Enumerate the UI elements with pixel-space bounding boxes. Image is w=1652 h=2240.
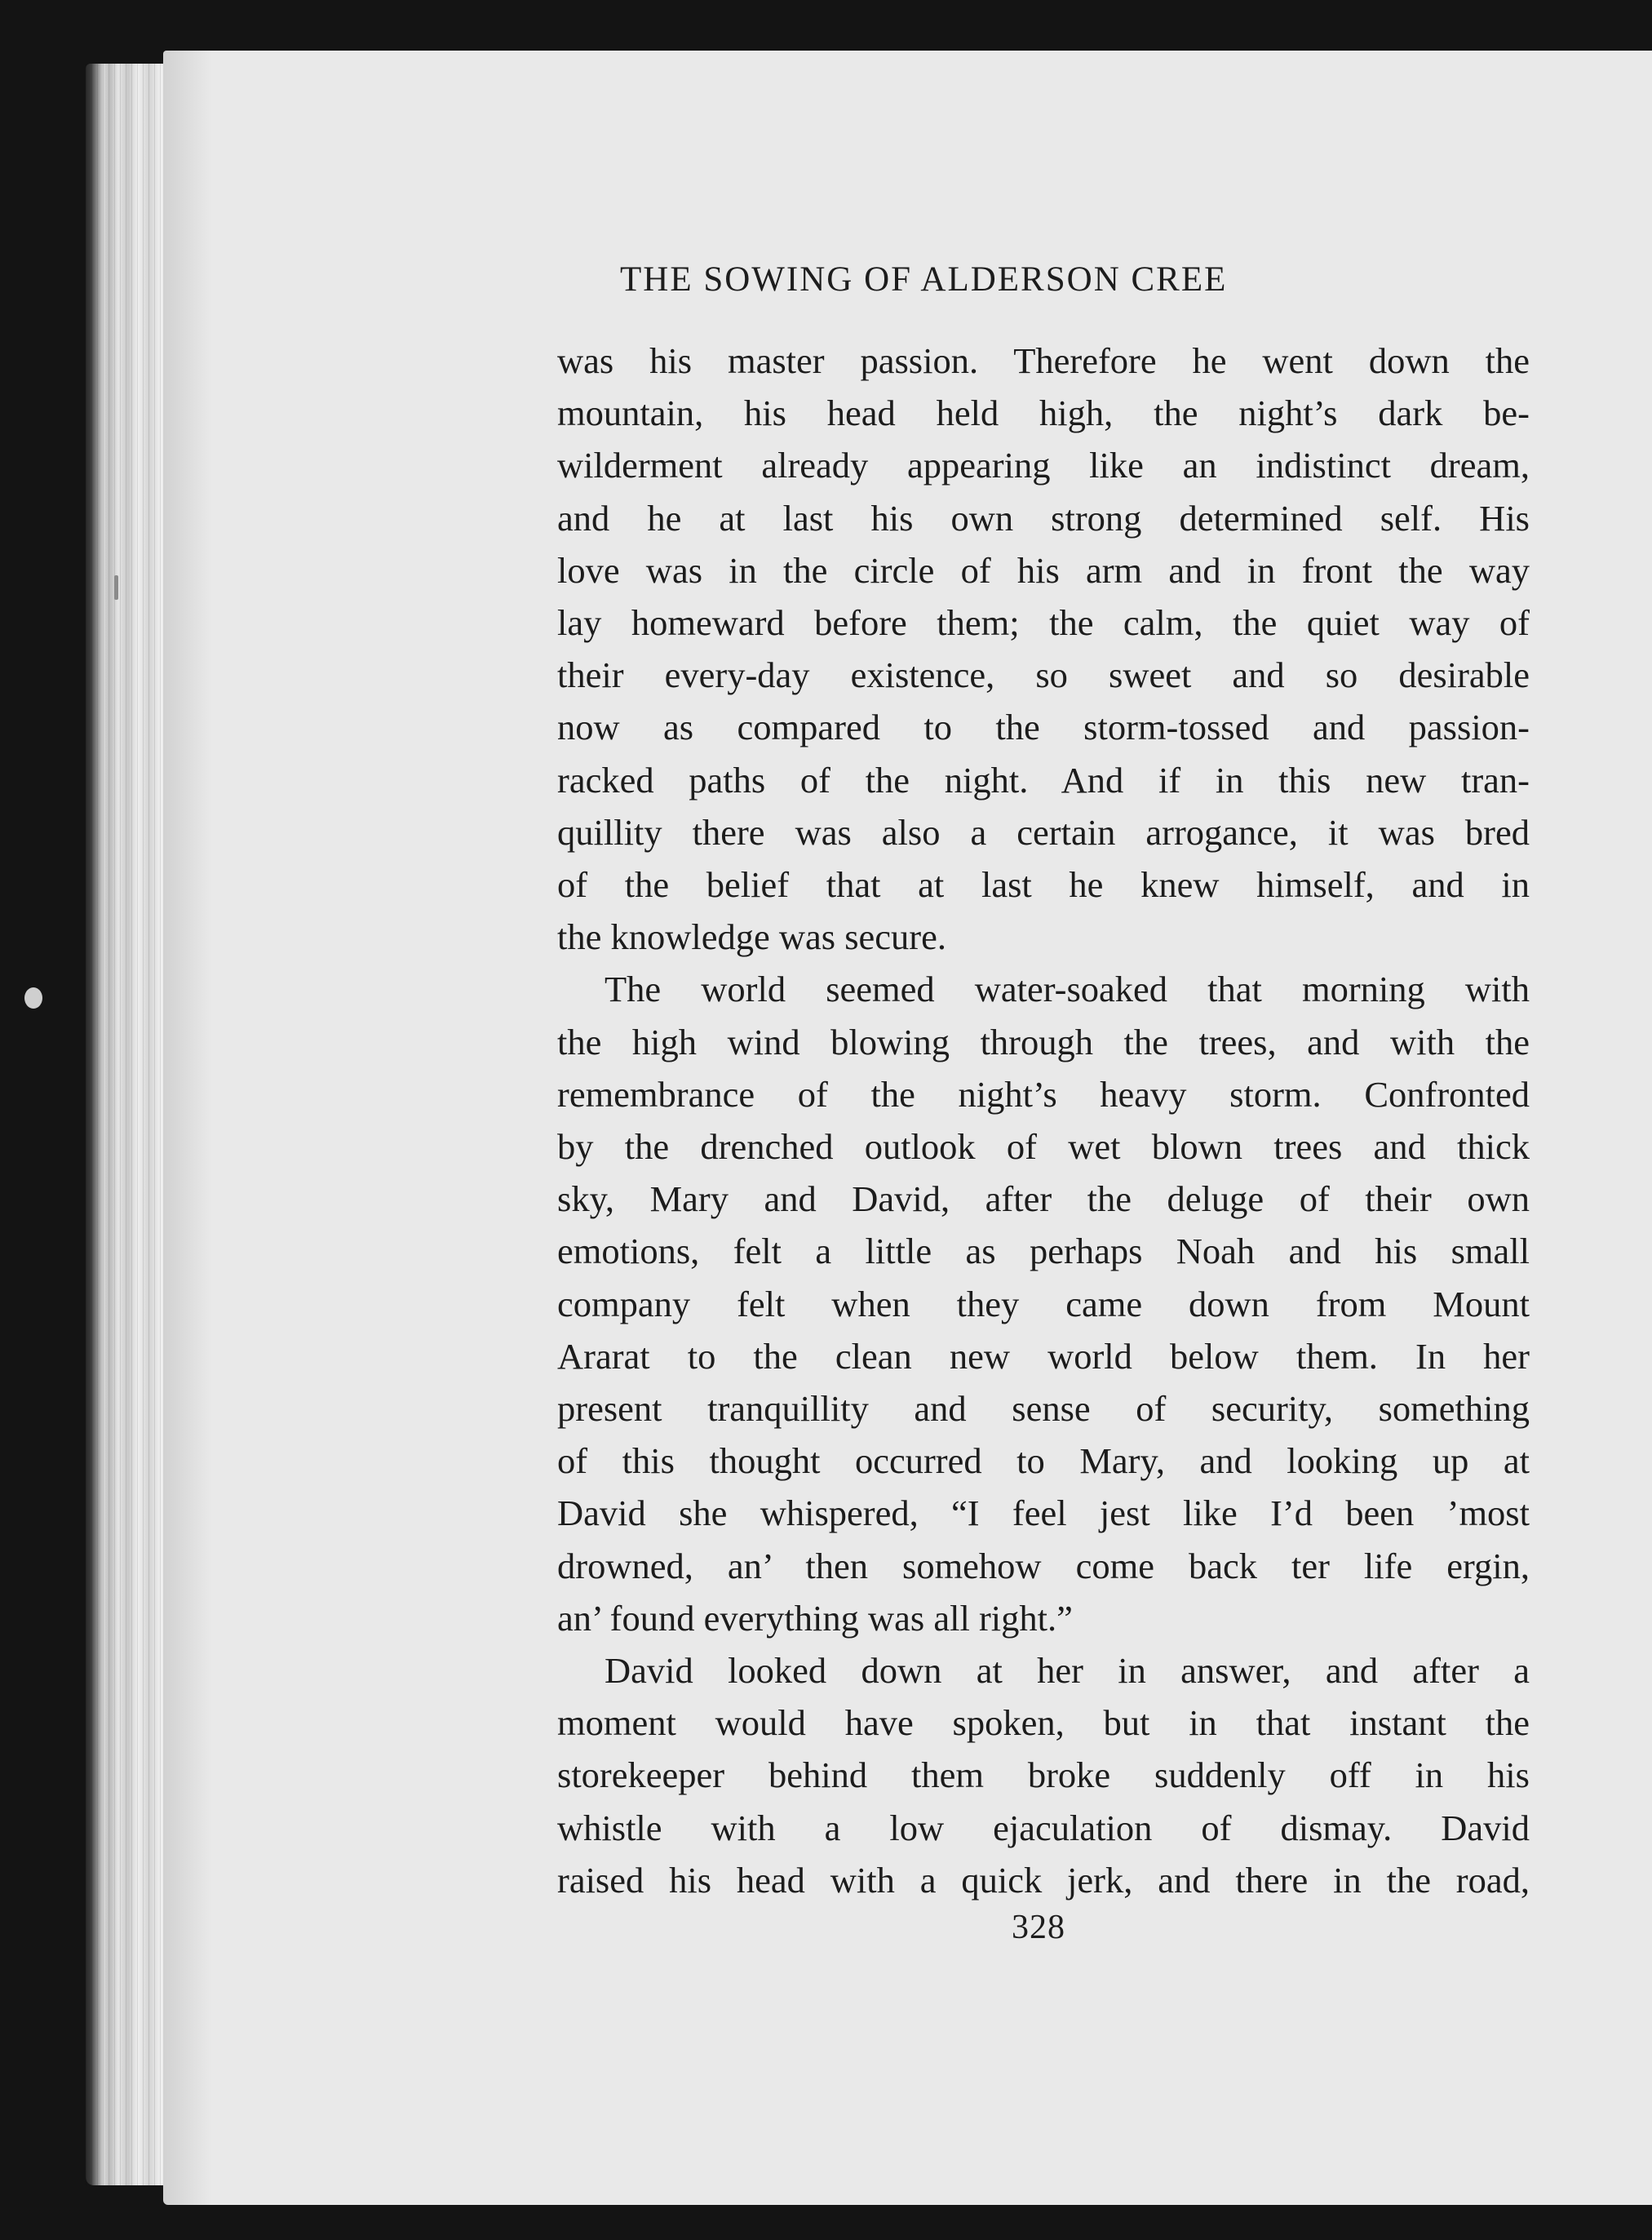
text-line: remembrance of the night’s heavy storm. Confronted bbox=[557, 1073, 1530, 1115]
text-line: of the belief that at last he knew himself, and in bbox=[557, 864, 1530, 906]
page-edges bbox=[86, 64, 175, 2185]
text-line: was his master passion. Therefore he went down the bbox=[557, 340, 1530, 381]
text-line: of this thought occurred to Mary, and looking up at bbox=[557, 1440, 1530, 1482]
text-line: love was in the circle of his arm and in front the way bbox=[557, 549, 1530, 591]
scan-speck bbox=[114, 575, 118, 600]
text-line: wilderment already appearing like an indistinct dream, bbox=[557, 445, 1530, 486]
text-line: sky, Mary and David, after the deluge of their own bbox=[557, 1178, 1530, 1220]
text-line: drowned, an’ then somehow come back ter life ergin, bbox=[557, 1545, 1530, 1586]
text-line: David looked down at her in answer, and after a bbox=[605, 1650, 1530, 1692]
text-line: by the drenched outlook of wet blown trees and thick bbox=[557, 1126, 1530, 1168]
text-line: Ararat to the clean new world below them. In her bbox=[557, 1335, 1530, 1377]
text-line: The world seemed water-soaked that morning with bbox=[605, 969, 1530, 1010]
text-line: lay homeward before them; the calm, the quiet way of bbox=[557, 602, 1530, 644]
text-line: and he at last his own strong determined self. His bbox=[557, 497, 1530, 539]
text-line: now as compared to the storm-tossed and passion- bbox=[557, 707, 1530, 748]
text-line: the high wind blowing through the trees, and with the bbox=[557, 1021, 1530, 1062]
text-line: the knowledge was secure. bbox=[557, 916, 946, 958]
scan-speck bbox=[24, 987, 42, 1009]
text-line: moment would have spoken, but in that instant the bbox=[557, 1702, 1530, 1744]
text-line: an’ found everything was all right.” bbox=[557, 1597, 1073, 1639]
page-gutter-shadow bbox=[163, 51, 212, 2205]
text-line: their every-day existence, so sweet and so desirable bbox=[557, 654, 1530, 696]
text-line: whistle with a low ejaculation of dismay. David bbox=[557, 1807, 1530, 1848]
text-line: emotions, felt a little as perhaps Noah and his small bbox=[557, 1231, 1530, 1272]
text-line: storekeeper behind them broke suddenly off in his bbox=[557, 1754, 1530, 1796]
text-line: raised his head with a quick jerk, and there in the road, bbox=[557, 1859, 1530, 1901]
text-line: quillity there was also a certain arrogance, it was bred bbox=[557, 811, 1530, 853]
text-line: mountain, his head held high, the night’s dark be- bbox=[557, 393, 1530, 434]
page-number: 328 bbox=[1012, 1909, 1065, 1946]
text-line: racked paths of the night. And if in this new tran- bbox=[557, 759, 1530, 801]
text-line: present tranquillity and sense of security, something bbox=[557, 1388, 1530, 1430]
text-line: David she whispered, “I feel jest like I’d been ’most bbox=[557, 1493, 1530, 1534]
body-text bbox=[557, 335, 1530, 1906]
text-line: company felt when they came down from Mount bbox=[557, 1283, 1530, 1324]
running-head: THE SOWING OF ALDERSON CREE bbox=[620, 260, 1228, 299]
